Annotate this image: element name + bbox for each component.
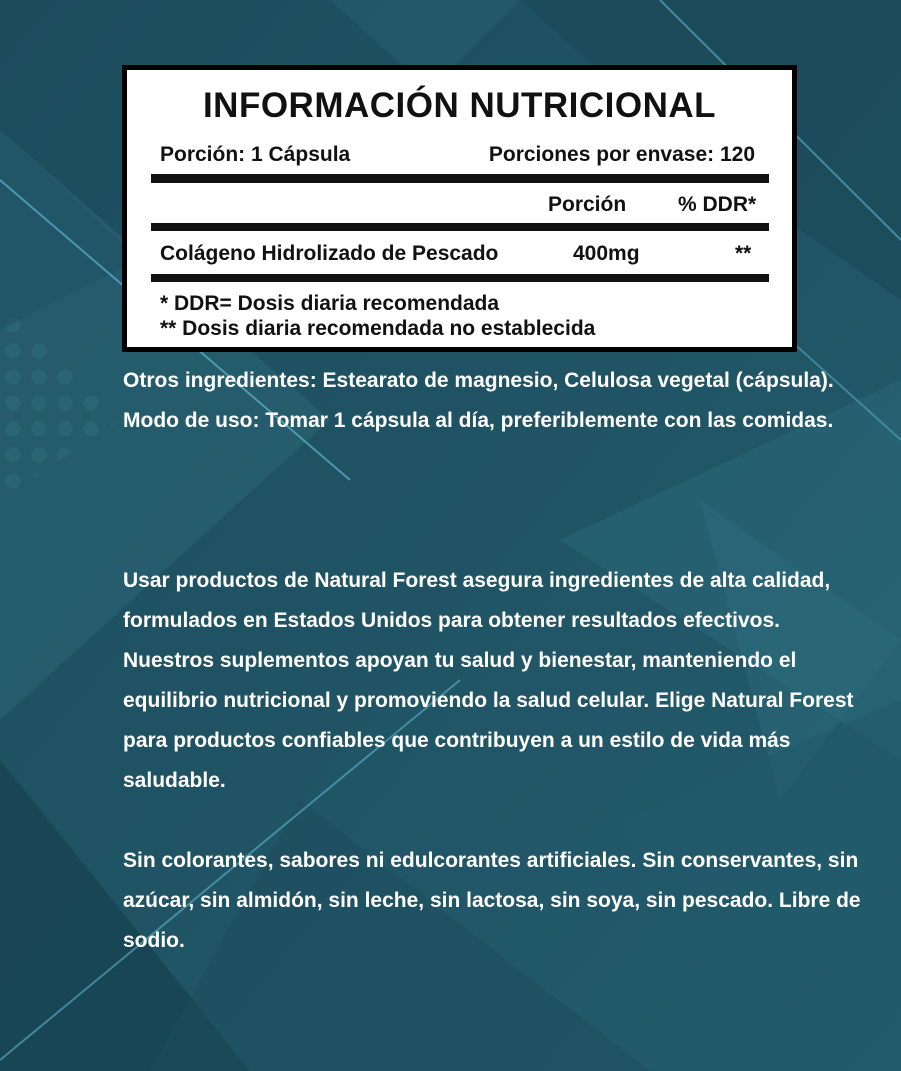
nutrition-facts-panel	[122, 65, 797, 352]
serving-size: Porción: 1 Cápsula	[160, 143, 351, 166]
brand-paragraph: Usar productos de Natural Forest asegura ingredientes de alta calidad, formulados en Estados Unidos para obtener resultados efectivos. Nuestros suplementos apoyan tu salud y bienestar, manteniendo el equilibrio nutricional y promoviendo la salud celular. Elige Natural Forest para productos confiables que contribuyen a un estilo de vida más saludable.	[123, 569, 854, 792]
ingredients-usage-block	[123, 361, 868, 441]
nutrient-ddr: **	[735, 242, 752, 265]
usage-text: Modo de uso: Tomar 1 cápsula al día, preferiblemente con las comidas.	[123, 409, 834, 432]
brand-description	[123, 561, 868, 801]
divider-rule	[151, 274, 769, 282]
servings-per-container: Porciones por envase: 120	[488, 143, 755, 166]
other-ingredients-text: Otros ingredientes: Estearato de magnesio, Celulosa vegetal (cápsula).	[123, 369, 834, 392]
divider-rule	[151, 174, 769, 183]
divider-rule	[151, 223, 769, 231]
free-from-claims	[123, 841, 868, 961]
column-header-portion: Porción	[548, 193, 627, 216]
free-from-text: Sin colorantes, sabores ni edulcorantes artificiales. Sin conservantes, sin azúcar, sin almidón, sin leche, sin lactosa, sin soya, sin pescado. Libre de sodio.	[123, 849, 861, 952]
footnote-ddr: * DDR= Dosis diaria recomendada	[160, 292, 500, 315]
panel-title: INFORMACIÓN NUTRICIONAL	[202, 86, 717, 125]
column-header-ddr: % DDR*	[678, 193, 757, 216]
footnote-not-established: ** Dosis diaria recomendada no establecida	[160, 317, 596, 340]
nutrient-name: Colágeno Hidrolizado de Pescado	[160, 242, 499, 265]
nutrient-amount: 400mg	[573, 242, 640, 265]
